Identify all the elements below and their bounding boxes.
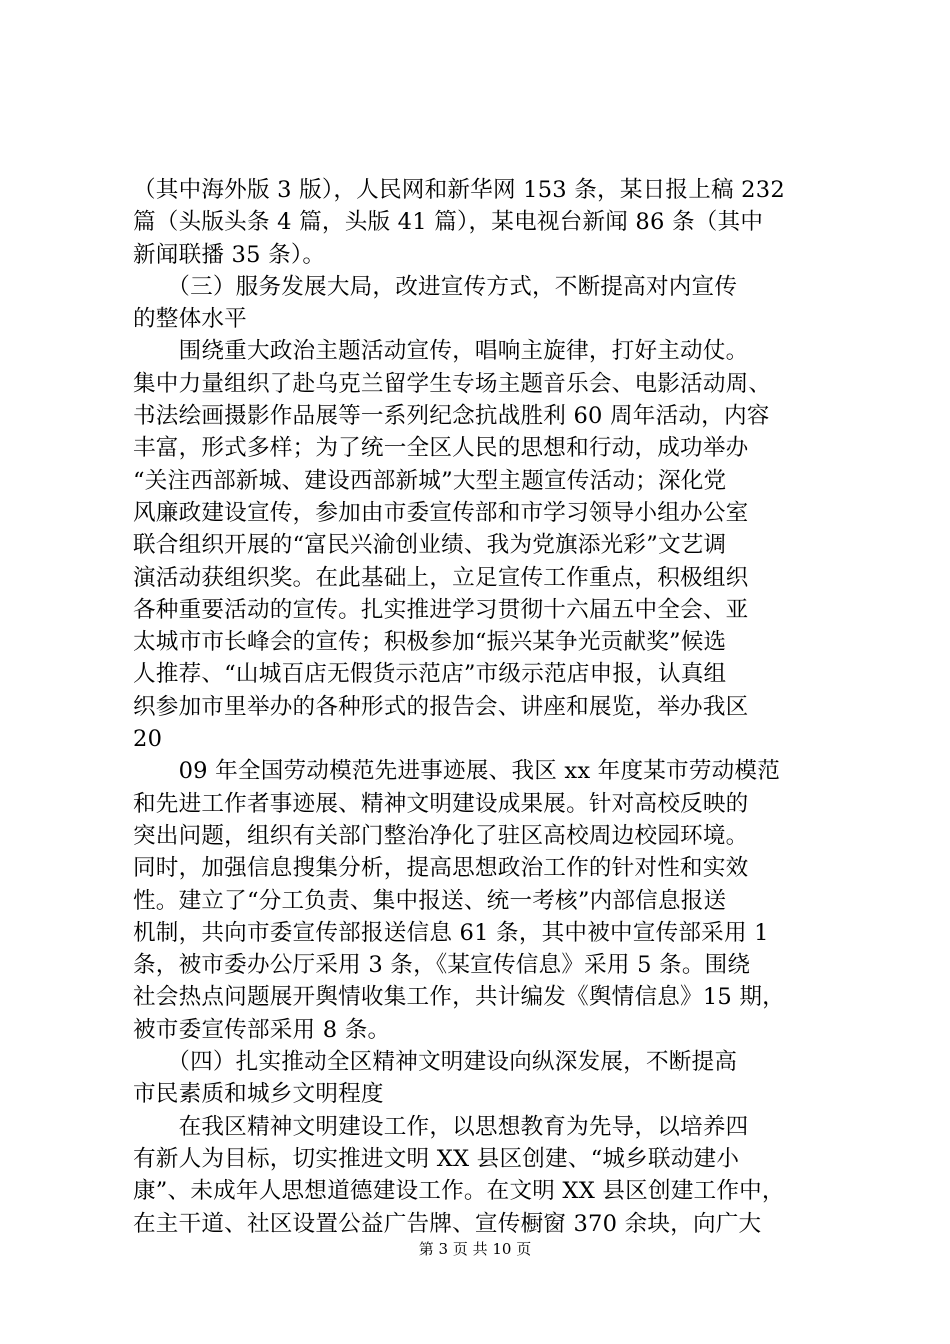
text-line: 条，被市委办公厅采用 3 条，《某宣传信息》采用 5 条。围绕	[133, 952, 751, 979]
text-line: 太城市市长峰会的宣传；积极参加“振兴某争光贡献奖”候选	[133, 629, 727, 656]
text-line: 围绕重大政治主题活动宣传，唱响主旋律，打好主动仗。	[133, 338, 749, 365]
text-line: 被市委宣传部采用 8 条。	[133, 1016, 391, 1043]
text-line: （四）扎实推动全区精神文明建设向纵深发展，不断提高	[133, 1049, 738, 1076]
text-line: 突出问题，组织有关部门整治净化了驻区高校周边校园环境。	[133, 822, 749, 849]
text-line: 书法绘画摄影作品展等一系列纪念抗战胜利 60 周年活动，内容	[133, 403, 770, 430]
text-line: 织参加市里举办的各种形式的报告会、讲座和展览，举办我区	[133, 693, 749, 720]
text-line: 篇（头版头条 4 篇，头版 41 篇），某电视台新闻 86 条（其中	[133, 209, 764, 236]
text-line: 20	[133, 726, 163, 753]
text-line: 风廉政建设宣传，参加由市委宣传部和市学习领导小组办公室	[133, 499, 749, 526]
text-line: 联合组织开展的“富民兴渝创业绩、我为党旗添光彩”文艺调	[133, 532, 727, 559]
text-line: 人推荐、“山城百店无假货示范店”市级示范店申报，认真组	[133, 661, 727, 688]
text-line: 各种重要活动的宣传。扎实推进学习贯彻十六届五中全会、亚	[133, 596, 749, 623]
text-line: 同时，加强信息搜集分析，提高思想政治工作的针对性和实效	[133, 855, 749, 882]
text-line: 09 年全国劳动模范先进事迹展、我区 xx 年度某市劳动模范	[133, 758, 781, 785]
text-line: 在我区精神文明建设工作，以思想教育为先导，以培养四	[133, 1113, 749, 1140]
text-line: 集中力量组织了赴乌克兰留学生专场主题音乐会、电影活动周、	[133, 370, 772, 397]
text-line: 在主干道、社区设置公益广告牌、宣传橱窗 370 余块，向广大	[133, 1210, 762, 1237]
text-line: 康”、未成年人思想道德建设工作。在文明 XX 县区创建工作中，	[133, 1178, 785, 1205]
text-line: （三）服务发展大局，改进宣传方式，不断提高对内宣传	[133, 273, 738, 300]
text-line: 机制，共向市委宣传部报送信息 61 条，其中被中宣传部采用 1	[133, 919, 769, 946]
document-body	[133, 174, 833, 1240]
text-line: 丰富，形式多样；为了统一全区人民的思想和行动，成功举办	[133, 435, 749, 462]
page-footer: 第 3 页 共 10 页	[418, 1240, 532, 1258]
text-line: 有新人为目标，切实推进文明 XX 县区创建、“城乡联动建小	[133, 1145, 740, 1172]
text-line: 市民素质和城乡文明程度	[133, 1081, 384, 1108]
text-line: “关注西部新城、建设西部新城”大型主题宣传活动；深化党	[133, 467, 727, 494]
text-line: 演活动获组织奖。在此基础上，立足宣传工作重点，积极组织	[133, 564, 749, 591]
text-line: 社会热点问题展开舆情收集工作，共计编发《舆情信息》15 期，	[133, 984, 785, 1011]
text-line: 的整体水平	[133, 306, 247, 333]
text-line: （其中海外版 3 版），人民网和新华网 153 条，某日报上稿 232	[133, 177, 785, 203]
text-line: 和先进工作者事迹展、精神文明建设成果展。针对高校反映的	[133, 790, 749, 817]
text-line: 性。建立了“分工负责、集中报送、统一考核”内部信息报送	[133, 887, 727, 914]
text-line: 新闻联播 35 条）。	[133, 241, 326, 268]
